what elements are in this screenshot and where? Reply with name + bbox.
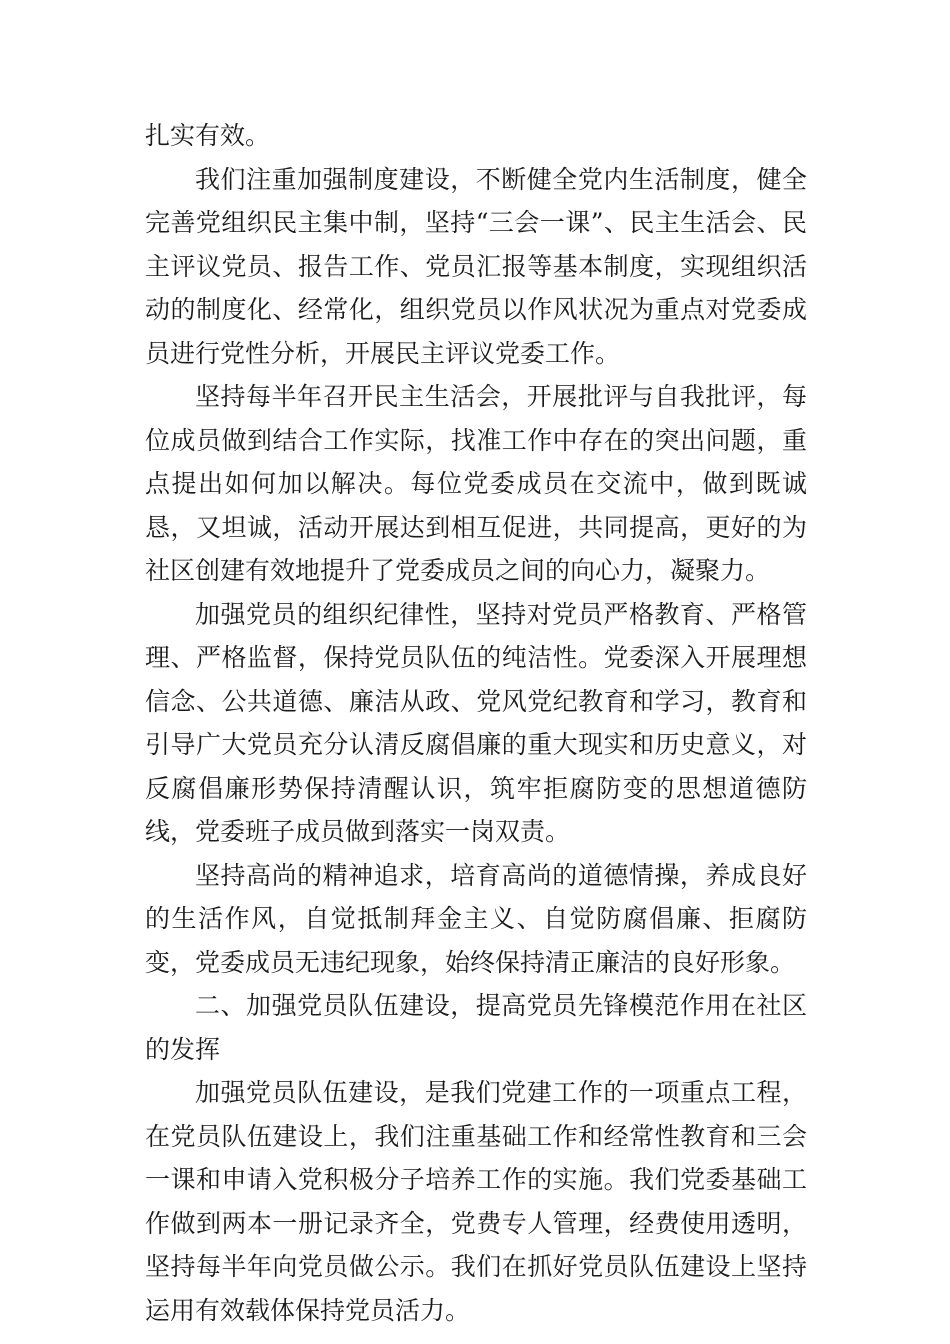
paragraph-continuation: 扎实有效。: [145, 121, 271, 150]
paragraph-moral-pursuit: 坚持高尚的精神追求，培育高尚的道德情操，养成良好的生活作风，自觉抵制拜金主义、自觉防腐倡廉、拒腐防变，党委成员无违纪现象，始终保持清正廉洁的良好形象。: [145, 860, 807, 977]
paragraph-system-building: 我们注重加强制度建设，不断健全党内生活制度，健全完善党组织民主集中制，坚持“三会一课”、民主生活会、民主评议党员、报告工作、党员汇报等基本制度，实现组织活动的制度化、经常化，组织党员以作风状况为重点对党委成员进行党性分析，开展民主评议党委工作。: [145, 164, 807, 368]
paragraph-party-team-building: 加强党员队伍建设，是我们党建工作的一项重点工程，在党员队伍建设上，我们注重基础工作和经常性教育和三会一课和申请入党积极分子培养工作的实施。我们党委基础工作做到两本一册记录齐全，党费专人管理，经费使用透明，坚持每半年向党员做公示。我们在抓好党员队伍建设上坚持运用有效载体保持党员活力。: [145, 1078, 807, 1325]
paragraph-organizational-discipline: 加强党员的组织纪律性，坚持对党员严格教育、严格管理、严格监督，保持党员队伍的纯洁性。党委深入开展理想信念、公共道德、廉洁从政、党风党纪教育和学习，教育和引导广大党员充分认清反腐倡廉的重大现实和历史意义，对反腐倡廉形势保持清醒认识，筑牢拒腐防变的思想道德防线，党委班子成员做到落实一岗双责。: [145, 599, 807, 846]
document-page: [145, 114, 807, 1332]
paragraph-democratic-life-meeting: 坚持每半年召开民主生活会，开展批评与自我批评，每位成员做到结合工作实际，找准工作中存在的突出问题，重点提出如何加以解决。每位党委成员在交流中，做到既诚恳，又坦诚，活动开展达到相互促进，共同提高，更好的为社区创建有效地提升了党委成员之间的向心力，凝聚力。: [145, 382, 807, 585]
section-heading-party-team: 二、加强党员队伍建设，提高党员先锋模范作用在社区的发挥: [145, 991, 807, 1064]
